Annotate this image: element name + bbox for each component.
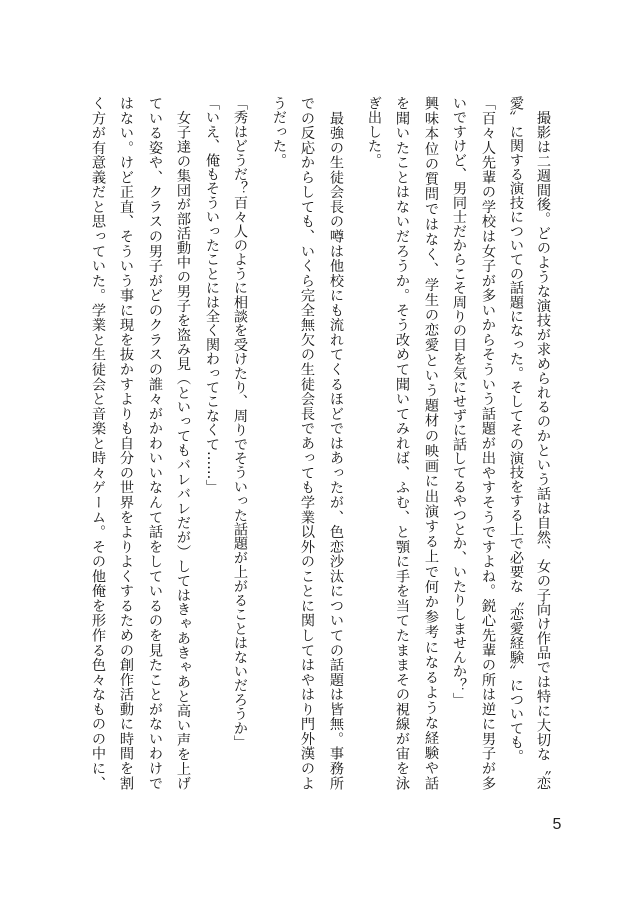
text-column: く方が有意義だと思っていた。学業と生徒会と音楽と時々ゲーム。その他俺を形作る色々なものの中に、 [90,96,106,790]
text-column: での反応からしても、いくら完全無欠の生徒会長であっても学業以外のことに関してはやはり門外漢のよ [299,96,315,790]
text-column: うだった。 [271,96,287,167]
text-column: はない。けど正直、そういう事に現を抜かすよりも自分の世界をよりよくするための創作活動に時間を割 [118,96,134,790]
text-column: ている姿や、クラスの男子がどのクラスの誰々がかわいいなんて話をしているのを見たことがないわけで [147,96,163,790]
text-column: 撮影は二週間後。どのような演技が求められるのかという話は自然、女の子向け作品では特に大切な〝恋 [535,96,551,790]
text-column: を聞いたことはないだろうか。そう改めて聞いてみれば、ふむ、と顎に手を当てたままその視線が宙を泳 [394,96,410,790]
text-column: ぎ出した。 [366,96,382,167]
text-column: 興味本位の質問ではなく、学生の恋愛という題材の映画に出演する上で何か参考になるような経験や話 [423,96,439,790]
text-column: 「百々人先輩の学校は女子が多いからそういう話題が出やすそうですよね。鋭心先輩の所は逆に男子が多 [480,96,496,790]
text-column: 愛〟に関する演技についての話題になった。そしてその演技をする上で必要な〝恋愛経験〟についても。 [508,96,524,764]
text-column: 「いえ、俺もそういったことには全く関わってこなくて……」 [204,96,220,494]
text-column: いですけど、男同士だからこそ周りの目を気にせずに話してるやつとか、いたりしませんか？」 [451,96,467,707]
text-column: 女子達の集団が部活動中の男子を盗み見（といってもバレバレだが）してはきゃあきゃあと高い声を上げ [175,96,191,790]
text-column: 最強の生徒会長の噂は他校にも流れてくるほどではあったが、色恋沙汰についての話題は皆無。事務所 [328,96,344,790]
text-column: 「秀はどうだ？百々人のように相談を受けたり、周りでそういった話題が上がることはないだろうか」 [232,96,248,750]
page-number: 5 [552,816,562,833]
